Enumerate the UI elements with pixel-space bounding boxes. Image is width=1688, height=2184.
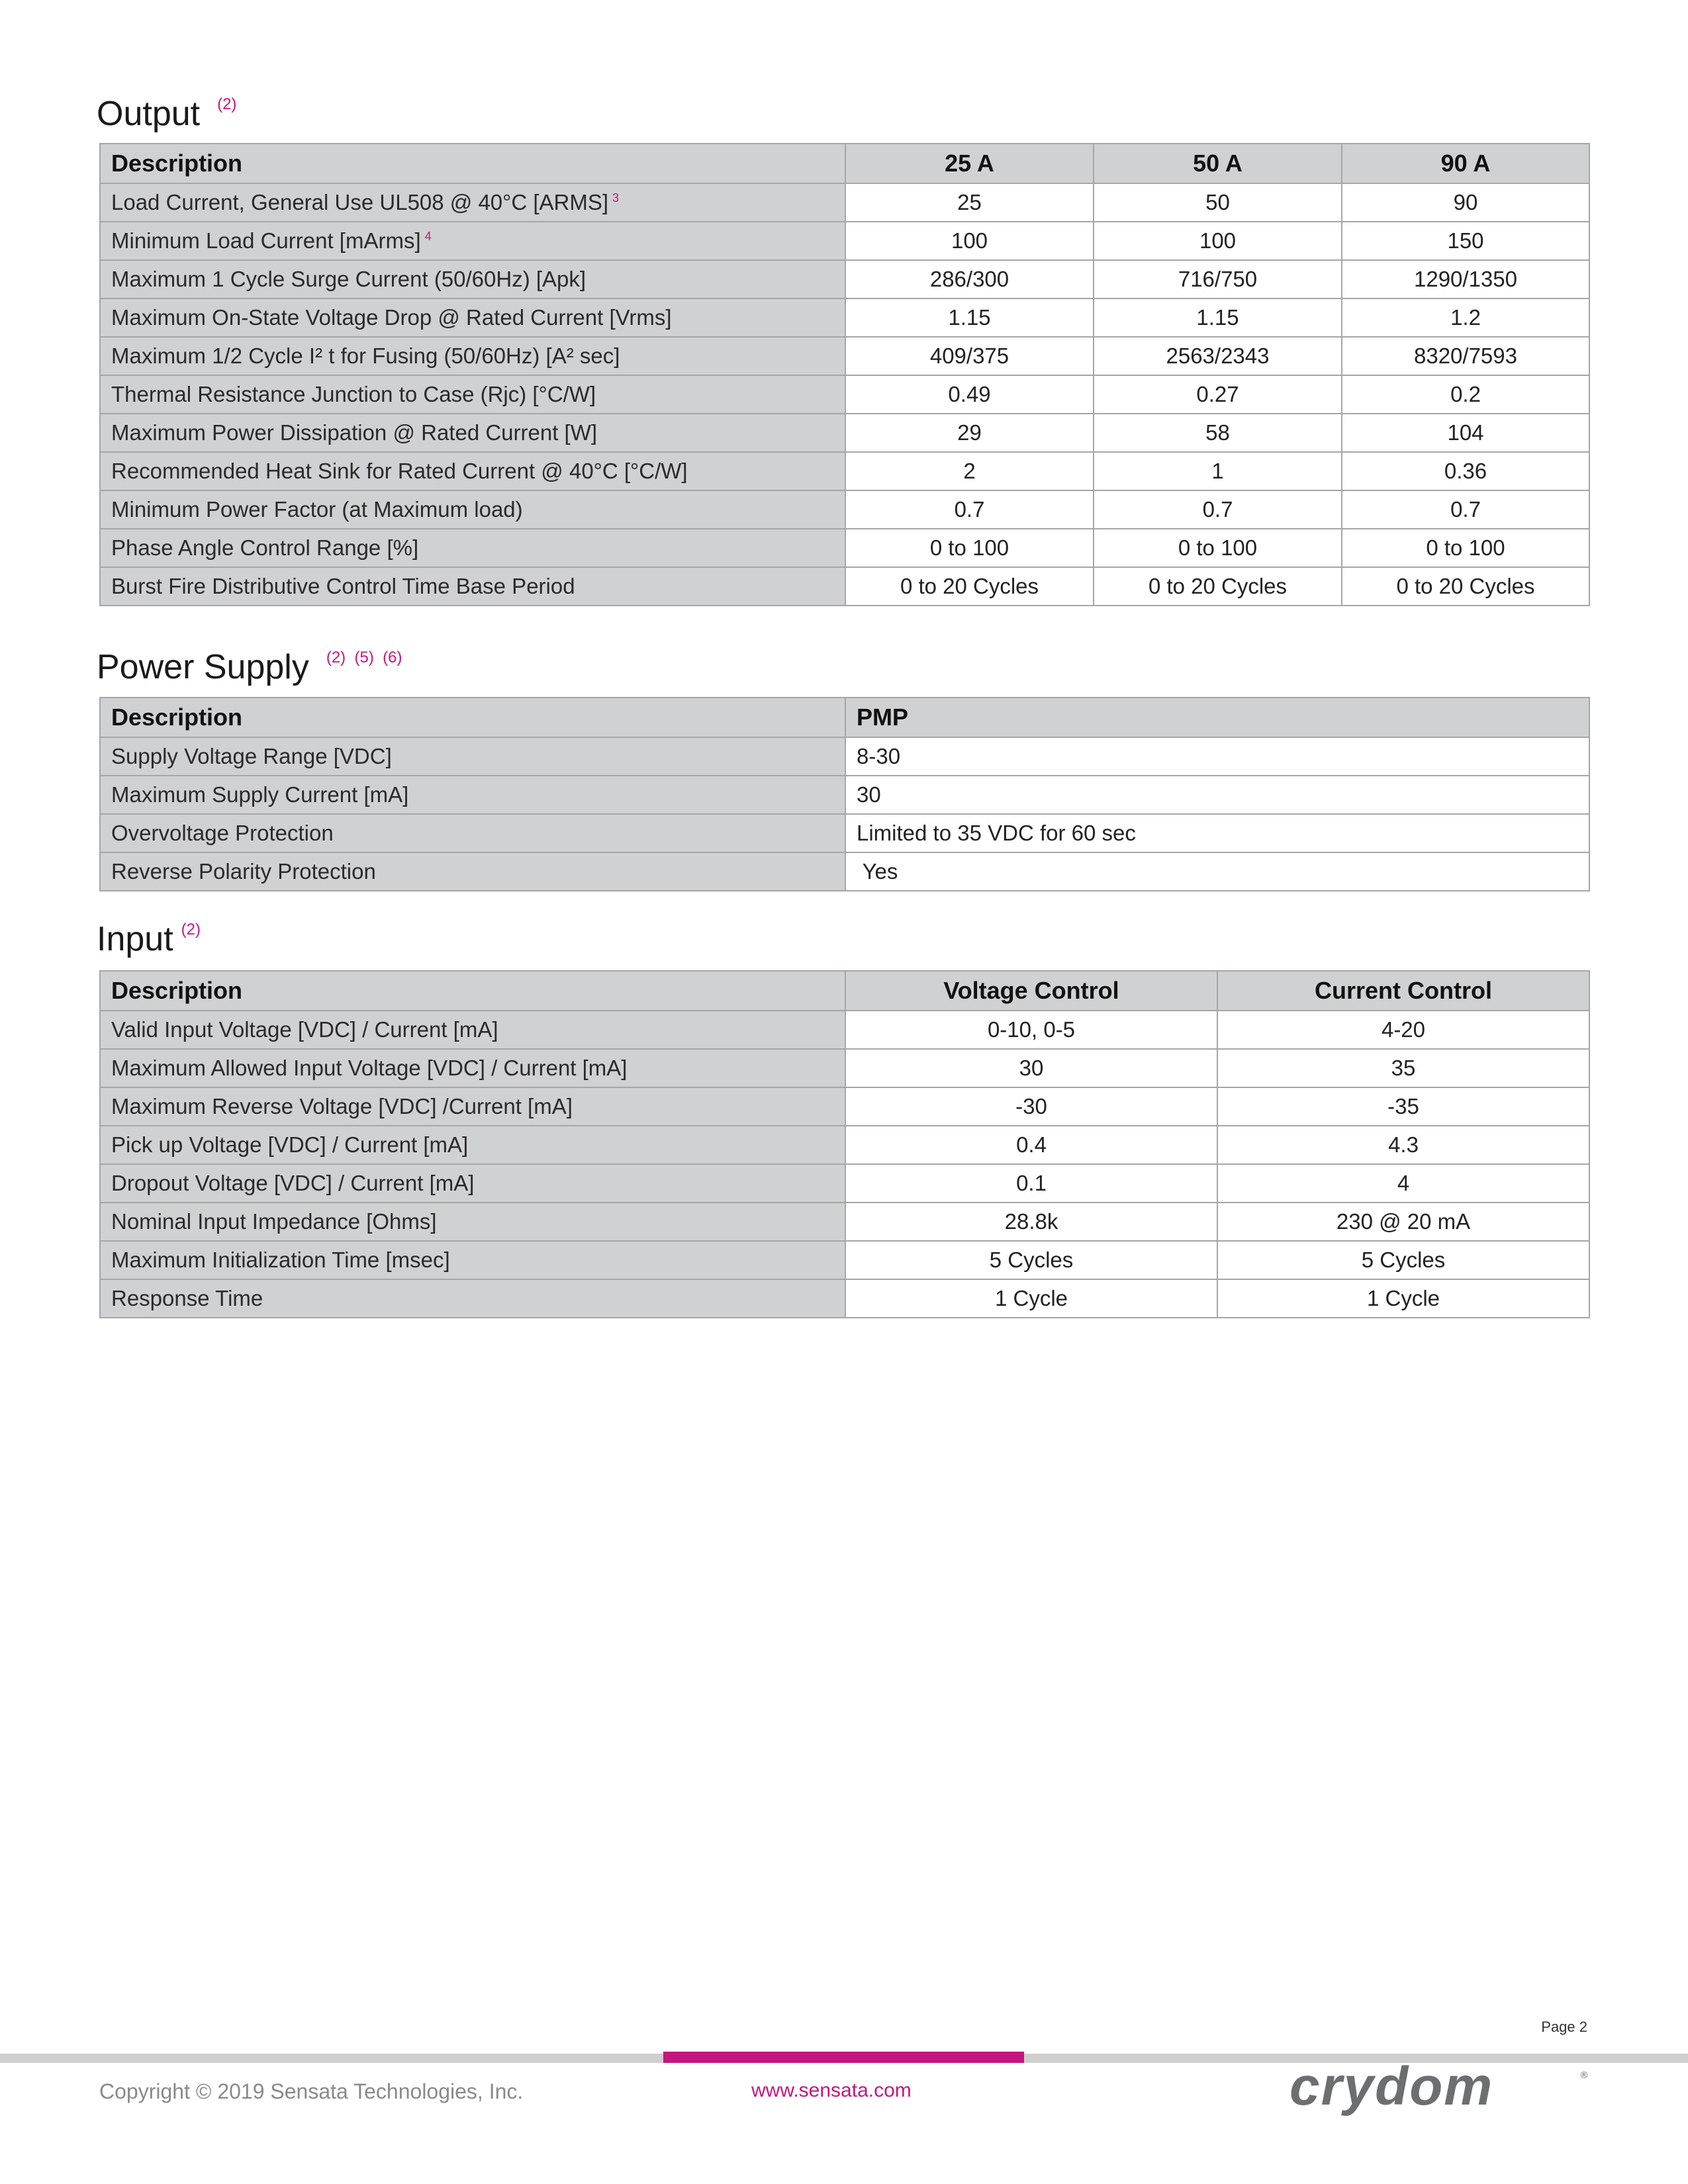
row-description: [100, 222, 845, 260]
power-supply-header-row: [100, 698, 1589, 737]
output-section-title: [97, 94, 236, 134]
row-description: Overvoltage Protection: [100, 814, 845, 852]
cell-current-control: 230 @ 20 mA: [1217, 1203, 1589, 1241]
cell-90a: 0.7: [1342, 490, 1589, 529]
row-description: Maximum Supply Current [mA]: [100, 776, 845, 814]
power-supply-header-description: Description: [100, 698, 845, 737]
output-header-50a: 50 A: [1094, 144, 1342, 183]
table-row: [100, 1241, 1589, 1279]
cell-voltage-control: -30: [845, 1087, 1217, 1126]
page-number: Page 2: [1541, 2019, 1587, 2035]
cell-voltage-control: 28.8k: [845, 1203, 1217, 1241]
table-row: [100, 1164, 1589, 1203]
table-row: [100, 1279, 1589, 1318]
table-row: [100, 567, 1589, 606]
cell-50a: 716/750: [1094, 260, 1342, 298]
row-description: Maximum Allowed Input Voltage [VDC] / Current [mA]: [100, 1049, 845, 1087]
cell-50a: 50: [1094, 183, 1342, 222]
row-description: Maximum Power Dissipation @ Rated Current [W]: [100, 414, 845, 452]
cell-25a: 0 to 100: [845, 529, 1094, 567]
cell-current-control: 4.3: [1217, 1126, 1589, 1164]
cell-90a: 1290/1350: [1342, 260, 1589, 298]
row-description: Pick up Voltage [VDC] / Current [mA]: [100, 1126, 845, 1164]
cell-90a: 90: [1342, 183, 1589, 222]
cell-pmp: Yes: [845, 852, 1589, 891]
row-description: Burst Fire Distributive Control Time Base Period: [100, 567, 845, 606]
table-row: [100, 1049, 1589, 1087]
row-description: [100, 183, 845, 222]
cell-50a: 0 to 20 Cycles: [1094, 567, 1342, 606]
cell-current-control: 5 Cycles: [1217, 1241, 1589, 1279]
output-title-notes: (2): [217, 95, 237, 113]
row-description: Maximum Reverse Voltage [VDC] /Current [mA]: [100, 1087, 845, 1126]
row-description: Maximum 1 Cycle Surge Current (50/60Hz) [Apk]: [100, 260, 845, 298]
cell-90a: 150: [1342, 222, 1589, 260]
output-header-row: [100, 144, 1589, 183]
cell-25a: 29: [845, 414, 1094, 452]
table-row: [100, 1203, 1589, 1241]
cell-voltage-control: 5 Cycles: [845, 1241, 1217, 1279]
input-header-row: [100, 971, 1589, 1011]
cell-25a: 286/300: [845, 260, 1094, 298]
cell-50a: 0.27: [1094, 375, 1342, 414]
table-row: [100, 337, 1589, 375]
cell-25a: 0.7: [845, 490, 1094, 529]
table-row: [100, 452, 1589, 490]
row-description-text: Minimum Load Current [mArms]: [111, 228, 421, 253]
cell-90a: 0.2: [1342, 375, 1589, 414]
cell-25a: 0.49: [845, 375, 1094, 414]
cell-current-control: -35: [1217, 1087, 1589, 1126]
cell-voltage-control: 0-10, 0-5: [845, 1011, 1217, 1049]
table-row: [100, 1087, 1589, 1126]
table-row: [100, 490, 1589, 529]
cell-90a: 8320/7593: [1342, 337, 1589, 375]
cell-25a: 25: [845, 183, 1094, 222]
row-description: Phase Angle Control Range [%]: [100, 529, 845, 567]
row-description: Maximum 1/2 Cycle I² t for Fusing (50/60Hz) [A² sec]: [100, 337, 845, 375]
cell-50a: 0 to 100: [1094, 529, 1342, 567]
power-supply-table: [99, 697, 1590, 891]
row-description: Nominal Input Impedance [Ohms]: [100, 1203, 845, 1241]
cell-90a: 0 to 20 Cycles: [1342, 567, 1589, 606]
table-row: [100, 529, 1589, 567]
cell-50a: 0.7: [1094, 490, 1342, 529]
cell-pmp: 8-30: [845, 737, 1589, 776]
cell-pmp: 30: [845, 776, 1589, 814]
table-row: [100, 814, 1589, 852]
output-table: [99, 143, 1590, 606]
row-description: Reverse Polarity Protection: [100, 852, 845, 891]
cell-90a: 0.36: [1342, 452, 1589, 490]
input-title-notes: (2): [181, 921, 201, 938]
row-description: Maximum On-State Voltage Drop @ Rated Current [Vrms]: [100, 298, 845, 337]
power-supply-section-title: [97, 647, 402, 687]
input-section-title: [97, 919, 201, 959]
cell-current-control: 1 Cycle: [1217, 1279, 1589, 1318]
cell-current-control: 4-20: [1217, 1011, 1589, 1049]
cell-25a: 0 to 20 Cycles: [845, 567, 1094, 606]
power-supply-header-pmp: PMP: [845, 698, 1589, 737]
power-supply-title-text: Power Supply: [97, 648, 309, 686]
cell-current-control: 4: [1217, 1164, 1589, 1203]
website-link[interactable]: www.sensata.com: [751, 2079, 912, 2101]
cell-25a: 409/375: [845, 337, 1094, 375]
row-description: Dropout Voltage [VDC] / Current [mA]: [100, 1164, 845, 1203]
cell-25a: 1.15: [845, 298, 1094, 337]
cell-voltage-control: 30: [845, 1049, 1217, 1087]
input-table: [99, 970, 1590, 1318]
table-row: [100, 852, 1589, 891]
table-row: [100, 737, 1589, 776]
power-supply-table-body: [100, 737, 1589, 891]
input-header-voltage-control: Voltage Control: [845, 971, 1217, 1011]
cell-current-control: 35: [1217, 1049, 1589, 1087]
crydom-logo: [1284, 2064, 1589, 2116]
table-row: [100, 222, 1589, 260]
cell-voltage-control: 1 Cycle: [845, 1279, 1217, 1318]
registered-mark-icon: ®: [1579, 2070, 1589, 2081]
table-row: [100, 1011, 1589, 1049]
table-row: [100, 298, 1589, 337]
cell-50a: 58: [1094, 414, 1342, 452]
cell-50a: 2563/2343: [1094, 337, 1342, 375]
output-header-description: Description: [100, 144, 845, 183]
cell-90a: 104: [1342, 414, 1589, 452]
table-row: [100, 776, 1589, 814]
table-row: [100, 260, 1589, 298]
input-header-description: Description: [100, 971, 845, 1011]
crydom-logo-wordmark: crydom: [1289, 2064, 1494, 2116]
output-title-text: Output: [97, 95, 201, 133]
table-row: [100, 375, 1589, 414]
copyright-text: Copyright © 2019 Sensata Technologies, Inc.: [99, 2079, 524, 2103]
row-description: Maximum Initialization Time [msec]: [100, 1241, 845, 1279]
footnote-marker: 4: [424, 230, 432, 243]
input-header-current-control: Current Control: [1217, 971, 1589, 1011]
table-row: [100, 1126, 1589, 1164]
cell-90a: 0 to 100: [1342, 529, 1589, 567]
footnote-marker: 3: [612, 191, 620, 205]
row-description: Supply Voltage Range [VDC]: [100, 737, 845, 776]
cell-voltage-control: 0.4: [845, 1126, 1217, 1164]
footer-accent-bar: [663, 2052, 1024, 2063]
row-description-text: Load Current, General Use UL508 @ 40°C [ARMS]: [111, 190, 609, 214]
cell-voltage-control: 0.1: [845, 1164, 1217, 1203]
cell-25a: 100: [845, 222, 1094, 260]
table-row: [100, 183, 1589, 222]
row-description: Thermal Resistance Junction to Case (Rjc) [°C/W]: [100, 375, 845, 414]
row-description: Response Time: [100, 1279, 845, 1318]
table-row: [100, 414, 1589, 452]
cell-50a: 1.15: [1094, 298, 1342, 337]
input-table-body: [100, 1011, 1589, 1318]
output-table-body: [100, 183, 1589, 606]
cell-50a: 1: [1094, 452, 1342, 490]
cell-50a: 100: [1094, 222, 1342, 260]
power-supply-title-notes: (2) (5) (6): [326, 649, 402, 666]
row-description: Minimum Power Factor (at Maximum load): [100, 490, 845, 529]
row-description: Valid Input Voltage [VDC] / Current [mA]: [100, 1011, 845, 1049]
output-header-90a: 90 A: [1342, 144, 1589, 183]
row-description: Recommended Heat Sink for Rated Current @ 40°C [°C/W]: [100, 452, 845, 490]
input-title-text: Input: [97, 920, 173, 958]
cell-25a: 2: [845, 452, 1094, 490]
cell-90a: 1.2: [1342, 298, 1589, 337]
output-header-25a: 25 A: [845, 144, 1094, 183]
cell-pmp: Limited to 35 VDC for 60 sec: [845, 814, 1589, 852]
